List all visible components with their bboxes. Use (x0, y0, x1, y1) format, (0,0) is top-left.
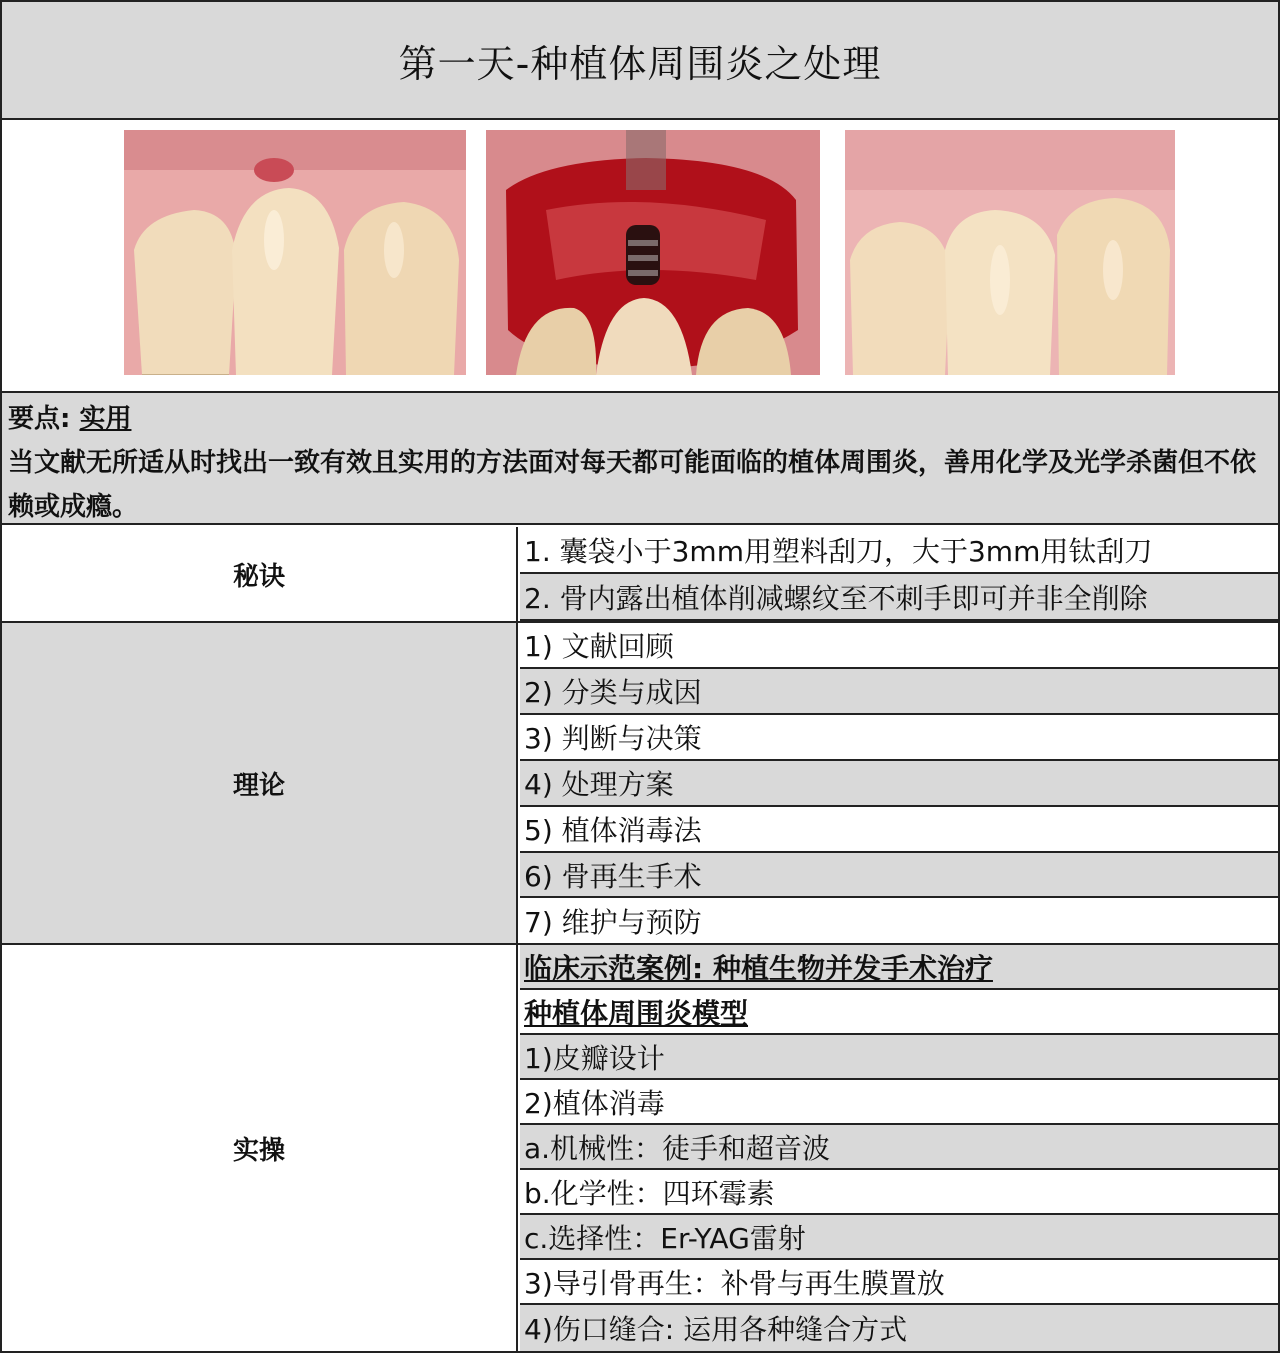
section-label-practice: 实操 (2, 945, 518, 1351)
practice-heading-text: 种植体周围炎模型 (524, 996, 749, 1030)
clinical-photo-surgery (486, 130, 820, 375)
theory-item: 2) 分类与成因 (520, 669, 1278, 715)
practice-heading (520, 945, 1278, 990)
title-row (2, 2, 1278, 120)
practice-item: c.选择性：Er-YAG雷射 (520, 1215, 1278, 1260)
theory-item: 6) 骨再生手术 (520, 853, 1278, 898)
key-point-block (2, 393, 1278, 525)
practice-item: 1)皮瓣设计 (520, 1035, 1278, 1080)
theory-item: 7) 维护与预防 (520, 898, 1278, 943)
key-point-label: 要点: (8, 404, 80, 434)
page-title: 第一天-种植体周围炎之处理 (398, 41, 882, 86)
key-point-heading (8, 397, 1272, 441)
clinical-photos-row (2, 120, 1278, 393)
practice-item: 3)导引骨再生：补骨与再生膜置放 (520, 1260, 1278, 1305)
practice-item: 2)植体消毒 (520, 1080, 1278, 1125)
tips-item: 1. 囊袋小于3mm用塑料刮刀，大于3mm用钛刮刀 (520, 527, 1278, 574)
practice-item: b.化学性：四环霉素 (520, 1170, 1278, 1215)
practice-heading (520, 990, 1278, 1035)
theory-item: 3) 判断与决策 (520, 715, 1278, 761)
theory-item: 1) 文献回顾 (520, 623, 1278, 669)
key-point-emphasis: 实用 (79, 404, 132, 434)
practice-item: 4)伤口缝合: 运用各种缝合方式 (520, 1305, 1278, 1351)
clinical-photo-after (845, 130, 1175, 375)
section-label-theory: 理论 (2, 623, 518, 943)
theory-item: 5) 植体消毒法 (520, 807, 1278, 853)
theory-item: 4) 处理方案 (520, 761, 1278, 807)
practice-item: a.机械性：徒手和超音波 (520, 1125, 1278, 1170)
clinical-photo-before (124, 130, 466, 375)
section-label-tips: 秘诀 (2, 527, 518, 621)
tips-item: 2. 骨内露出植体削减螺纹至不刺手即可并非全削除 (520, 574, 1278, 621)
practice-heading-text: 临床示范案例: 种植生物并发手术治疗 (524, 951, 993, 985)
key-point-text: 当文献无所适从时找出一致有效且实用的方法面对每天都可能面临的植体周围炎，善用化学及光学杀菌但不依赖或成瘾。 (8, 448, 1257, 522)
